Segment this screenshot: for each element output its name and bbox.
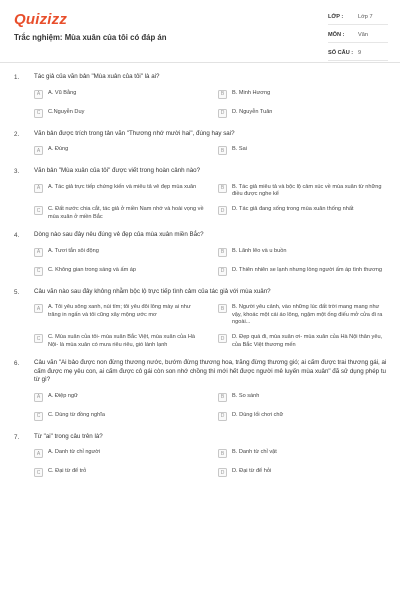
- option-letter-box[interactable]: C: [34, 468, 43, 477]
- meta-label: LỚP :: [328, 14, 344, 20]
- answer-option[interactable]: [218, 304, 388, 326]
- option-text: A. Tươi tắn sôi động: [48, 247, 99, 254]
- option-letter-box[interactable]: A: [34, 184, 43, 193]
- option-letter-box[interactable]: A: [34, 90, 43, 99]
- option-text: D. Đẹp quá đi, mùa xuân ơi- mùa xuân của Hà Nội thân yêu, của Bắc Việt thương mến: [232, 334, 383, 348]
- question-item: [0, 288, 400, 350]
- meta-row-subject: [328, 28, 388, 43]
- answer-option[interactable]: [218, 184, 388, 199]
- meta-label: SỐ CÂU :: [328, 50, 354, 56]
- options-grid: [0, 248, 400, 278]
- options-grid: [0, 393, 400, 423]
- option-text: C. Không gian trong sáng và ấm áp: [48, 266, 137, 273]
- option-text: C. Mùa xuân của tôi- mùa xuân Bắc Việt, mùa xuân của Hà Nội- là mùa xuân có mưa riêu riêu, gió lành lạnh: [48, 334, 195, 348]
- question-list: [0, 73, 400, 489]
- option-text: A. Tôi yêu sông xanh, núi tím; tôi yêu đôi lông mày ai như trăng in ngấn và tôi cũng xây mộng ước mơ: [48, 304, 191, 318]
- answer-option[interactable]: [218, 109, 388, 120]
- question-row: [0, 433, 400, 442]
- option-text: B. Tác giả miêu tả và bộc lộ cảm xúc về mùa xuân từ những điều được nghe kể: [232, 183, 382, 197]
- option-text: C. Dùng từ đồng nghĩa: [48, 411, 105, 418]
- option-letter-box[interactable]: B: [218, 248, 227, 257]
- option-text: D. Tác giả đang sống trong mùa xuân thống nhất: [232, 206, 354, 213]
- answer-option[interactable]: [34, 146, 204, 157]
- option-letter-box[interactable]: A: [34, 393, 43, 402]
- question-number: 2.: [14, 130, 20, 138]
- answer-option[interactable]: [34, 184, 204, 199]
- options-grid: [0, 304, 400, 349]
- answer-option[interactable]: [34, 109, 204, 120]
- option-letter-box[interactable]: B: [218, 90, 227, 99]
- question-item: [0, 359, 400, 423]
- answer-option[interactable]: [218, 267, 388, 278]
- option-text: A. Danh từ chỉ người: [48, 449, 101, 456]
- question-number: 4.: [14, 232, 20, 240]
- option-text: C. Đất nước chia cắt, tác giả ở miền Nam nhớ và hoài vọng về mùa xuân ở miền Bắc: [48, 206, 204, 220]
- option-text: A. Tác giả trực tiếp chứng kiến và miêu tả vẻ đẹp mùa xuân: [48, 183, 197, 190]
- meta-value: Văn: [358, 32, 368, 38]
- answer-option[interactable]: [218, 248, 388, 259]
- options-grid: [0, 449, 400, 479]
- option-letter-box[interactable]: C: [34, 412, 43, 421]
- answer-option[interactable]: [34, 468, 204, 479]
- question-number: 1.: [14, 74, 20, 81]
- option-text: A. Điệp ngữ: [48, 392, 78, 399]
- option-letter-box[interactable]: C: [34, 334, 43, 343]
- option-letter-box[interactable]: D: [218, 267, 227, 276]
- option-letter-box[interactable]: B: [218, 393, 227, 402]
- options-grid: [0, 146, 400, 157]
- page-title: Trắc nghiệm: Mùa xuân của tôi có đáp án: [14, 33, 167, 42]
- option-text: D. Dùng lối chơi chữ: [232, 411, 284, 418]
- option-text: D. Thiên nhiên se lạnh nhưng lòng người ấm áp tình thương: [232, 266, 383, 273]
- meta-value: Lớp 7: [358, 14, 373, 20]
- question-row: [0, 359, 400, 385]
- option-letter-box[interactable]: D: [218, 468, 227, 477]
- question-number: 5.: [14, 288, 20, 296]
- option-text: D. Nguyễn Tuân: [232, 108, 273, 115]
- question-number: 7.: [14, 433, 20, 441]
- answer-option[interactable]: [218, 146, 388, 157]
- meta-value: 9: [358, 50, 362, 56]
- answer-option[interactable]: [218, 334, 388, 349]
- question-item: [0, 231, 400, 278]
- meta-row-grade: [328, 10, 388, 25]
- answer-option[interactable]: [34, 248, 204, 259]
- question-row: [0, 167, 400, 176]
- option-letter-box[interactable]: D: [218, 206, 227, 215]
- option-letter-box[interactable]: A: [34, 449, 43, 458]
- question-item: [0, 73, 400, 120]
- option-letter-box[interactable]: C: [34, 267, 43, 276]
- question-text: Văn bản "Mùa xuân của tôi" được viết trong hoàn cảnh nào?: [34, 167, 201, 174]
- answer-option[interactable]: [34, 304, 204, 326]
- question-number: 3.: [14, 168, 20, 175]
- meta-panel: [328, 10, 388, 64]
- answer-option[interactable]: [218, 206, 388, 221]
- question-row: [0, 288, 400, 297]
- option-text: C. Đại từ để trỏ: [48, 468, 87, 475]
- question-text: Câu văn "Ai bảo được non đừng thương nước, bướm đừng thương hoa, trăng đừng thương gió; ai cấm được trai thương gái, ai cấm được mẹ yêu con, ai cấm được cô gái còn son nhớ chồng thì mới hết được người mê luyến mùa xuân" đã sử dụng phép tu từ gì?: [34, 359, 387, 384]
- question-row: [0, 231, 400, 240]
- option-letter-box[interactable]: A: [34, 304, 43, 313]
- answer-option[interactable]: [218, 393, 388, 404]
- option-letter-box[interactable]: A: [34, 248, 43, 257]
- option-letter-box[interactable]: D: [218, 334, 227, 343]
- answer-option[interactable]: [218, 468, 388, 479]
- answer-option[interactable]: [34, 90, 204, 101]
- option-letter-box[interactable]: D: [218, 109, 227, 118]
- answer-option[interactable]: [34, 267, 204, 278]
- meta-label: MÔN :: [328, 32, 345, 38]
- question-row: [0, 130, 400, 139]
- quizizz-logo[interactable]: Quizizz: [14, 11, 68, 28]
- question-item: [0, 433, 400, 480]
- option-text: B. Minh Hương: [232, 89, 271, 96]
- answer-option[interactable]: [218, 90, 388, 101]
- answer-option[interactable]: [34, 412, 204, 423]
- option-letter-box[interactable]: C: [34, 109, 43, 118]
- question-item: [0, 130, 400, 158]
- question-text: Dòng nào sau đây nêu đúng vẻ đẹp của mùa xuân miền Bắc?: [34, 231, 204, 239]
- option-text: B. Danh từ chỉ vật: [232, 449, 277, 456]
- option-letter-box[interactable]: A: [34, 146, 43, 155]
- option-letter-box[interactable]: B: [218, 449, 227, 458]
- option-text: B. Người yêu cảnh, vào những lúc đất trời mang mang như vậy, khoác một cái áo lông, ngậm một ống điếu mở cửa đi ra ngoài...: [232, 304, 383, 325]
- question-row: [0, 73, 400, 82]
- answer-option[interactable]: [34, 334, 204, 349]
- question-text: Câu văn nào sau đây không nhằm bộc lộ trực tiếp tình cảm của tác giả với mùa xuân?: [34, 287, 271, 295]
- option-text: B. Sai: [232, 146, 247, 152]
- options-grid: [0, 184, 400, 222]
- option-text: C.Nguyễn Duy: [48, 108, 85, 115]
- question-number: 6.: [14, 360, 20, 368]
- question-text: Tác giả của văn bản "Mùa xuân của tôi" là ai?: [34, 73, 160, 80]
- options-grid: [0, 90, 400, 120]
- answer-option[interactable]: [34, 206, 204, 221]
- answer-option[interactable]: [218, 449, 388, 460]
- answer-option[interactable]: [34, 393, 204, 404]
- option-letter-box[interactable]: B: [218, 146, 227, 155]
- option-letter-box[interactable]: C: [34, 206, 43, 215]
- answer-option[interactable]: [218, 412, 388, 423]
- answer-option[interactable]: [34, 449, 204, 460]
- option-text: D. Đại từ để hỏi: [232, 468, 272, 475]
- option-letter-box[interactable]: D: [218, 412, 227, 421]
- option-text: B. Lãnh lẽo và u buồn: [232, 247, 287, 254]
- option-text: B. So sánh: [232, 392, 260, 399]
- option-letter-box[interactable]: B: [218, 304, 227, 313]
- question-text: Văn bản được trích trong tản văn "Thương nhớ mười hai", đúng hay sai?: [34, 129, 235, 137]
- option-letter-box[interactable]: B: [218, 184, 227, 193]
- question-item: [0, 167, 400, 221]
- option-text: A. Đúng: [48, 146, 69, 152]
- option-text: A. Vũ Bằng: [48, 89, 77, 96]
- question-text: Từ "ai" trong câu trên là?: [34, 432, 103, 440]
- meta-row-count: [328, 46, 388, 61]
- header: [0, 0, 400, 63]
